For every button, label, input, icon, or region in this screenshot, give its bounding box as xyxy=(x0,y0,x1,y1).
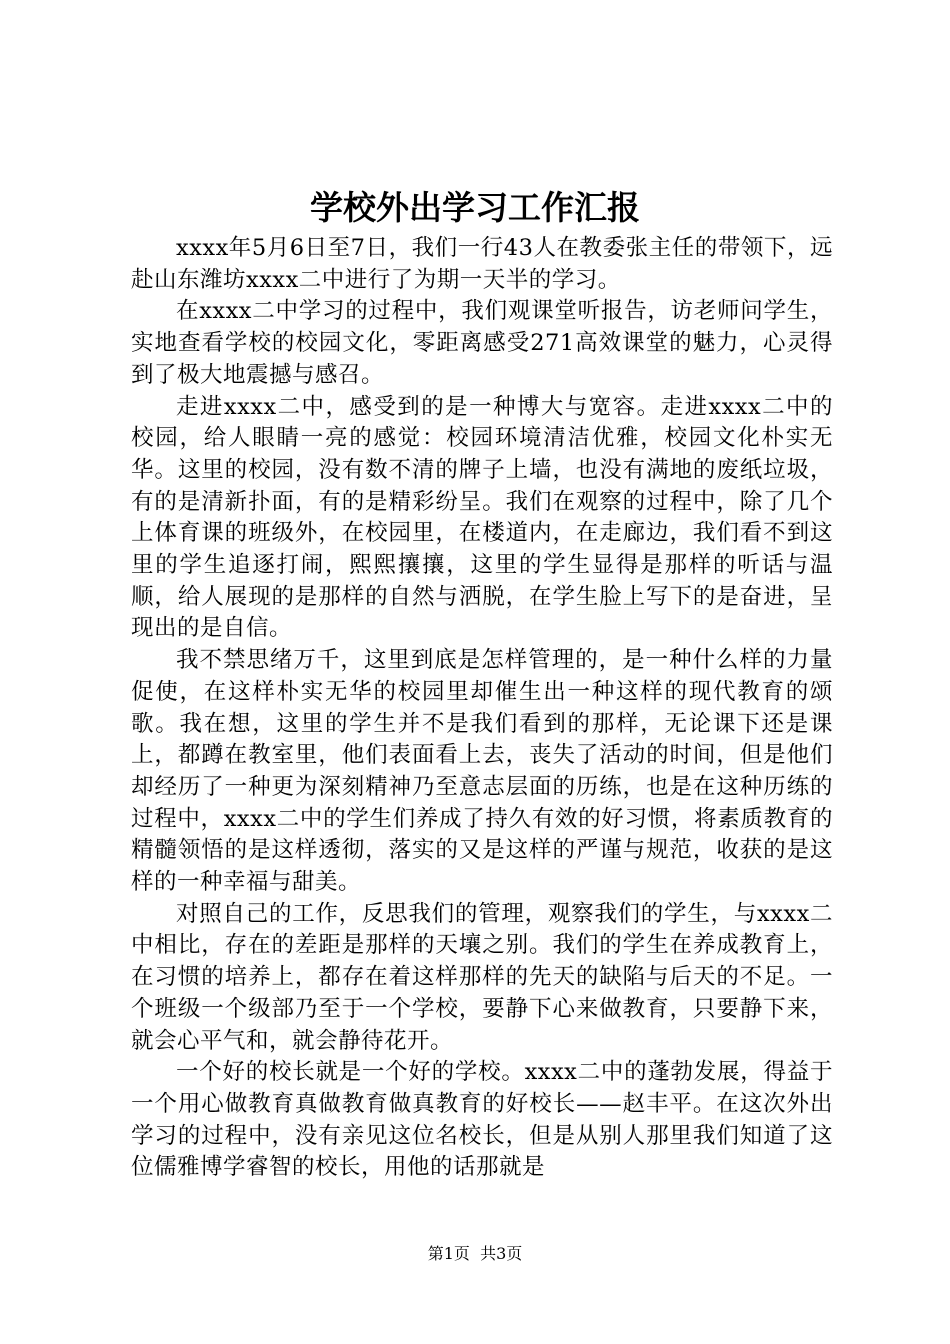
paragraph: 我不禁思绪万千，这里到底是怎样管理的，是一种什么样的力量促使，在这样朴实无华的校园里却催生出一种这样的现代教育的颂歌。我在想，这里的学生并不是我们看到的那样，无论课下还是课上，都蹲在教室里，他们表面看上去，丧失了活动的时间，但是他们却经历了一种更为深刻精神乃至意志层面的历练，也是在这种历练的过程中，xxxx二中的学生们养成了持久有效的好习惯，将素质教育的精髓领悟的是这样透彻，落实的又是这样的严谨与规范，收获的是这样的一种幸福与甜美。 xyxy=(131,647,833,896)
page-number: 第1页 xyxy=(427,1244,470,1263)
page-total: 共3页 xyxy=(480,1244,523,1263)
footer-separator xyxy=(470,1244,480,1263)
document-body xyxy=(131,233,833,1184)
paragraph: 一个好的校长就是一个好的学校。xxxx二中的蓬勃发展，得益于一个用心做教育真做教育做真教育的好校长——赵丰平。在这次外出学习的过程中，没有亲见这位名校长，但是从别人那里我们知道了这位儒雅博学睿智的校长，用他的话那就是 xyxy=(131,1059,833,1181)
paragraph: 在xxxx二中学习的过程中，我们观课堂听报告，访老师问学生，实地查看学校的校园文化，零距离感受271高效课堂的魅力，心灵得到了极大地震撼与感召。 xyxy=(131,298,833,388)
document-title: 学校外出学习工作汇报 xyxy=(310,188,640,227)
paragraph: 对照自己的工作，反思我们的管理，观察我们的学生，与xxxx二中相比，存在的差距是那样的天壤之别。我们的学生在养成教育上，在习惯的培养上，都存在着这样那样的先天的缺陷与后天的不足。一个班级一个级部乃至于一个学校，要静下心来做教育，只要静下来，就会心平气和，就会静待花开。 xyxy=(131,900,833,1054)
page-footer xyxy=(0,1242,950,1266)
paragraph: xxxx年5月6日至7日，我们一行43人在教委张主任的带领下，远赴山东潍坊xxxx二中进行了为期一天半的学习。 xyxy=(131,235,833,293)
paragraph: 走进xxxx二中，感受到的是一种博大与宽容。走进xxxx二中的校园，给人眼睛一亮的感觉：校园环境清洁优雅，校园文化朴实无华。这里的校园，没有数不清的牌子上墙，也没有满地的废纸垃圾，有的是清新扑面，有的是精彩纷呈。我们在观察的过程中，除了几个上体育课的班级外，在校园里，在楼道内，在走廊边，我们看不到这里的学生追逐打闹，熙熙攘攘，这里的学生显得是那样的听话与温顺，给人展现的是那样的自然与洒脱，在学生脸上写下的是奋进，呈现出的是自信。 xyxy=(131,393,833,642)
